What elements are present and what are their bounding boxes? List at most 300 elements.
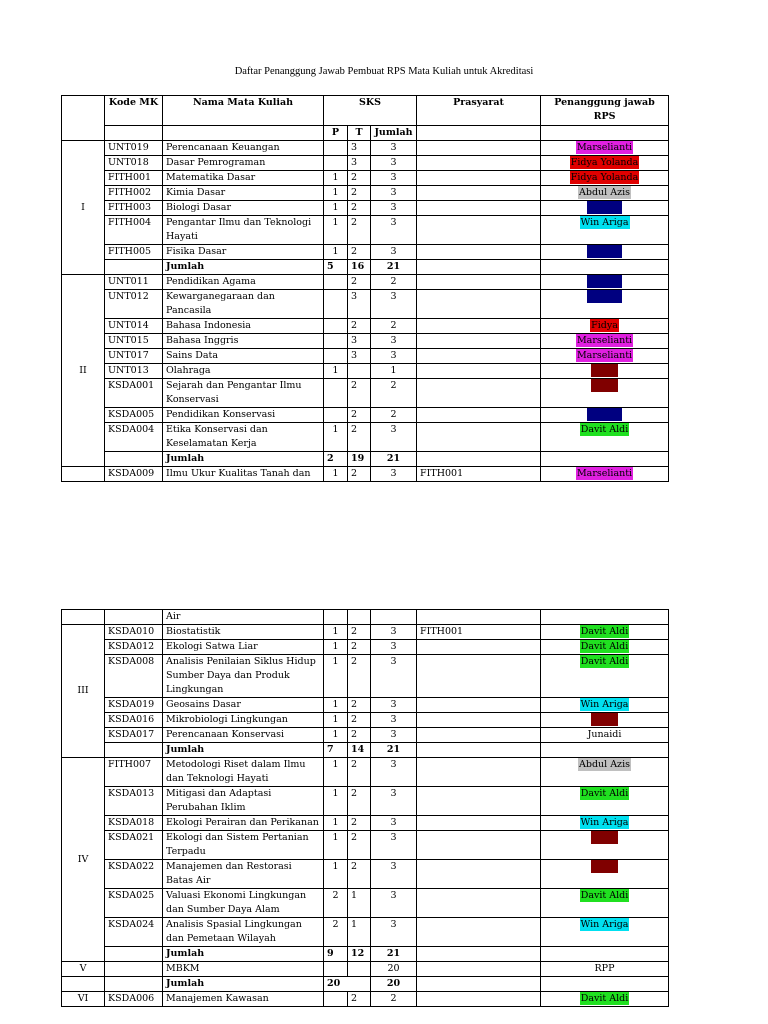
nama-mk-cell: Analisis Spasial Lingkungan dan Pemetaan Wilayah [163, 918, 324, 947]
prasyarat-cell [417, 713, 541, 728]
empty-cell [105, 977, 163, 992]
jumlah-row [62, 260, 669, 275]
prasyarat-cell [417, 186, 541, 201]
penanggung-jawab-name: Davit Aldi [580, 890, 629, 901]
sks-p-cell [324, 334, 348, 349]
empty-cell [62, 977, 105, 992]
sks-jumlah-cell: 3 [371, 625, 417, 640]
table-row [62, 201, 669, 216]
prasyarat-cell [417, 423, 541, 452]
table-row [62, 640, 669, 655]
jumlah-p: 20 [324, 977, 371, 992]
empty-cell [417, 260, 541, 275]
nama-mk-cell: Biostatistik [163, 625, 324, 640]
empty-cell [371, 610, 417, 625]
kode-mk-cell: FITH007 [105, 758, 163, 787]
sks-jumlah-cell: 3 [371, 171, 417, 186]
sks-p-cell [324, 275, 348, 290]
table-row [62, 319, 669, 334]
empty-cell [541, 977, 669, 992]
penanggung-jawab-name: Marselianti [576, 350, 633, 361]
table-row [62, 610, 669, 625]
sks-jumlah-cell: 2 [371, 275, 417, 290]
jumlah-t: 16 [348, 260, 371, 275]
sks-p-cell [324, 141, 348, 156]
table-row [62, 245, 669, 260]
sks-p-cell: 1 [324, 467, 348, 482]
sks-t-cell: 3 [348, 156, 371, 171]
nama-mk-cell: Air [163, 610, 324, 625]
kode-mk-cell: KSDA006 [105, 992, 163, 1007]
sks-t-cell: 2 [348, 787, 371, 816]
penanggung-jawab-name: Davit Aldi [580, 626, 629, 637]
penanggung-jawab-name: Galih [591, 380, 618, 391]
sks-t-cell: 2 [348, 423, 371, 452]
sks-t-cell: 2 [348, 758, 371, 787]
sks-jumlah-cell: 2 [371, 408, 417, 423]
jumlah-t: 12 [348, 947, 371, 962]
nama-mk-cell: Perencanaan Konservasi [163, 728, 324, 743]
sks-jumlah-cell: 3 [371, 831, 417, 860]
penanggung-jawab-name: Galih [591, 861, 618, 872]
jumlah-t: 19 [348, 452, 371, 467]
prasyarat-cell [417, 889, 541, 918]
table-row [62, 655, 669, 698]
jumlah-p: 2 [324, 452, 348, 467]
penanggung-jawab-cell [541, 319, 669, 334]
empty-cell [417, 947, 541, 962]
table-row [62, 992, 669, 1007]
sks-jumlah-cell: 3 [371, 156, 417, 171]
prasyarat-cell [417, 758, 541, 787]
penanggung-jawab-name: Marselianti [576, 142, 633, 153]
penanggung-jawab-name: Galih [591, 714, 618, 725]
prasyarat-cell [417, 156, 541, 171]
nama-mk-cell: Manajemen Kawasan [163, 992, 324, 1007]
jumlah-row [62, 743, 669, 758]
sks-p-cell: 1 [324, 625, 348, 640]
sks-t-cell: 2 [348, 186, 371, 201]
empty-cell [105, 260, 163, 275]
sks-t-cell: 2 [348, 655, 371, 698]
nama-mk-cell: Mitigasi dan Adaptasi Perubahan Iklim [163, 787, 324, 816]
semester-label: VI [62, 992, 105, 1007]
prasyarat-cell: FITH001 [417, 467, 541, 482]
sks-t-cell: 2 [348, 216, 371, 245]
kode-mk-cell: FITH001 [105, 171, 163, 186]
nama-mk-cell: Matematika Dasar [163, 171, 324, 186]
nama-mk-cell: Sejarah dan Pengantar Ilmu Konservasi [163, 379, 324, 408]
empty-cell [105, 947, 163, 962]
sks-t-cell: 2 [348, 698, 371, 713]
nama-mk-cell: Biologi Dasar [163, 201, 324, 216]
penanggung-jawab-cell [541, 467, 669, 482]
prasyarat-cell [417, 787, 541, 816]
prasyarat-cell [417, 655, 541, 698]
penanggung-jawab-cell [541, 423, 669, 452]
sks-jumlah-cell: 3 [371, 186, 417, 201]
table-row [62, 467, 669, 482]
nama-mk-cell: Dasar Pemrograman [163, 156, 324, 171]
nama-mk-cell: Analisis Penilaian Siklus Hidup Sumber Daya dan Produk Lingkungan [163, 655, 324, 698]
sks-jumlah-cell: 3 [371, 423, 417, 452]
jumlah-p: 5 [324, 260, 348, 275]
penanggung-jawab-name: Marselianti [576, 468, 633, 479]
nama-mk-cell: Olahraga [163, 364, 324, 379]
nama-mk-cell: Ekologi dan Sistem Pertanian Terpadu [163, 831, 324, 860]
prasyarat-cell [417, 171, 541, 186]
sks-p-cell [324, 992, 348, 1007]
penanggung-jawab-name: Davit Aldi [580, 656, 629, 667]
nama-mk-cell: Metodologi Riset dalam Ilmu dan Teknologi Hayati [163, 758, 324, 787]
kode-mk-cell: KSDA016 [105, 713, 163, 728]
sks-jumlah-cell: 3 [371, 889, 417, 918]
semester-label: I [62, 141, 105, 275]
semester-header [62, 96, 105, 141]
sks-jumlah-cell: 20 [371, 962, 417, 977]
jumlah-label: Jumlah [163, 260, 324, 275]
nama-mk-cell: Valuasi Ekonomi Lingkungan dan Sumber Daya Alam [163, 889, 324, 918]
semester-label: III [62, 625, 105, 758]
prasyarat-cell [417, 290, 541, 319]
sks-jumlah-cell: 2 [371, 319, 417, 334]
penanggung-jawab-name: Jasmin [588, 276, 621, 287]
penanggung-jawab-cell [541, 831, 669, 860]
penanggung-jawab-name: Win Ariga [580, 217, 629, 228]
nama-mk-cell: Bahasa Inggris [163, 334, 324, 349]
penanggung-jawab-cell [541, 640, 669, 655]
kode-mk-header: Kode MK [105, 96, 163, 126]
penanggung-jawab-cell [541, 216, 669, 245]
nama-mk-header: Nama Mata Kuliah [163, 96, 324, 126]
sks-t-cell: 2 [348, 728, 371, 743]
kode-mk-cell: KSDA013 [105, 787, 163, 816]
sks-jumlah-cell: 1 [371, 364, 417, 379]
kode-mk-cell: KSDA010 [105, 625, 163, 640]
penanggung-jawab-name: Galih [591, 365, 618, 376]
penanggung-jawab-name: Win Ariga [580, 817, 629, 828]
prasyarat-cell [417, 698, 541, 713]
table-row [62, 831, 669, 860]
penanggung-jawab-cell [541, 379, 669, 408]
penanggung-jawab-cell [541, 860, 669, 889]
sks-header: SKS [324, 96, 417, 126]
penanggung-jawab-cell [541, 364, 669, 379]
kode-mk-cell: KSDA024 [105, 918, 163, 947]
penanggung-jawab-cell [541, 186, 669, 201]
penanggung-jawab-header: Penanggung jawab RPS [541, 96, 669, 126]
penanggung-jawab-cell [541, 713, 669, 728]
penanggung-jawab-name: Jasmin [588, 291, 621, 302]
sks-p-cell: 1 [324, 201, 348, 216]
penanggung-jawab-cell [541, 889, 669, 918]
sks-t-cell [348, 364, 371, 379]
penanggung-jawab-cell [541, 787, 669, 816]
nama-mk-cell: Kewarganegaraan dan Pancasila [163, 290, 324, 319]
sks-t-cell: 3 [348, 334, 371, 349]
table-row [62, 918, 669, 947]
kode-mk-cell: UNT015 [105, 334, 163, 349]
sks-p-cell: 1 [324, 713, 348, 728]
penanggung-jawab-cell [541, 141, 669, 156]
sks-p-cell [324, 156, 348, 171]
penanggung-jawab-cell [541, 758, 669, 787]
prasyarat-header: Prasyarat [417, 96, 541, 126]
sks-t-cell: 2 [348, 171, 371, 186]
table-row [62, 364, 669, 379]
sks-t-cell: 2 [348, 640, 371, 655]
penanggung-jawab-name: Jasmin [588, 409, 621, 420]
kode-mk-cell: UNT018 [105, 156, 163, 171]
sks-p-cell [324, 962, 348, 977]
sks-p-cell [324, 319, 348, 334]
nama-mk-cell: Mikrobiologi Lingkungan [163, 713, 324, 728]
empty-cell [105, 743, 163, 758]
sks-p-cell [324, 290, 348, 319]
sks-t-cell: 2 [348, 319, 371, 334]
rps-table-page-1 [61, 95, 669, 482]
table-row [62, 379, 669, 408]
penanggung-jawab-cell [541, 625, 669, 640]
penanggung-jawab-cell [541, 408, 669, 423]
sks-jumlah-cell: 3 [371, 713, 417, 728]
penanggung-jawab-cell [541, 918, 669, 947]
penanggung-jawab-cell [541, 962, 669, 977]
prasyarat-cell [417, 992, 541, 1007]
semester-label [62, 467, 105, 482]
penanggung-jawab-name: Fidya Yolanda [570, 157, 639, 168]
kode-mk-cell: KSDA025 [105, 889, 163, 918]
table-row [62, 698, 669, 713]
sks-jumlah-cell: 3 [371, 918, 417, 947]
prasyarat-cell [417, 379, 541, 408]
jumlah-t: 14 [348, 743, 371, 758]
sks-jumlah-cell: 3 [371, 216, 417, 245]
sks-t-cell: 2 [348, 816, 371, 831]
sks-jumlah-cell: 3 [371, 640, 417, 655]
nama-mk-cell: Fisika Dasar [163, 245, 324, 260]
sks-t-header: T [348, 126, 371, 141]
sks-t-cell: 3 [348, 349, 371, 364]
penanggung-jawab-cell [541, 992, 669, 1007]
sks-p-cell: 1 [324, 698, 348, 713]
penanggung-jawab-name: Junaidi [587, 729, 622, 740]
sks-jumlah-cell: 3 [371, 334, 417, 349]
kode-mk-cell: UNT017 [105, 349, 163, 364]
sks-jumlah-cell: 3 [371, 860, 417, 889]
semester-label: II [62, 275, 105, 467]
sks-t-cell: 2 [348, 467, 371, 482]
prasyarat-cell [417, 408, 541, 423]
prasyarat-cell [417, 245, 541, 260]
sks-jumlah-cell: 3 [371, 787, 417, 816]
kode-mk-cell: UNT014 [105, 319, 163, 334]
empty-cell [417, 452, 541, 467]
sks-t-cell: 3 [348, 141, 371, 156]
kode-mk-cell: KSDA012 [105, 640, 163, 655]
kode-mk-cell: FITH005 [105, 245, 163, 260]
prasyarat-cell: FITH001 [417, 625, 541, 640]
table-row [62, 625, 669, 640]
sks-jumlah-cell: 2 [371, 379, 417, 408]
sks-t-cell: 2 [348, 860, 371, 889]
sks-jumlah-cell: 3 [371, 349, 417, 364]
penanggung-jawab-cell [541, 655, 669, 698]
penanggung-jawab-name: Win Ariga [580, 919, 629, 930]
kode-mk-cell: FITH002 [105, 186, 163, 201]
kode-mk-cell: KSDA004 [105, 423, 163, 452]
empty-cell [541, 743, 669, 758]
sks-p-cell: 1 [324, 364, 348, 379]
nama-mk-cell: Sains Data [163, 349, 324, 364]
nama-mk-cell: Manajemen dan Restorasi Batas Air [163, 860, 324, 889]
kode-mk-cell [105, 610, 163, 625]
sks-p-cell: 1 [324, 423, 348, 452]
penanggung-jawab-name: Marselianti [576, 335, 633, 346]
prasyarat-cell [417, 364, 541, 379]
table-row [62, 290, 669, 319]
sks-p-cell: 2 [324, 889, 348, 918]
penanggung-jawab-cell [541, 334, 669, 349]
nama-mk-cell: Ekologi Satwa Liar [163, 640, 324, 655]
empty-cell [417, 977, 541, 992]
prasyarat-cell [417, 201, 541, 216]
prasyarat-cell [417, 860, 541, 889]
sks-jumlah-cell: 3 [371, 467, 417, 482]
sks-jumlah-cell: 3 [371, 758, 417, 787]
penanggung-jawab-name: Davit Aldi [580, 788, 629, 799]
sks-t-cell [348, 962, 371, 977]
sks-p-cell: 1 [324, 816, 348, 831]
sks-t-cell: 2 [348, 245, 371, 260]
sks-p-cell: 1 [324, 216, 348, 245]
rps-table-page-2 [61, 609, 669, 1007]
table-row [62, 889, 669, 918]
sks-p-cell [324, 408, 348, 423]
semester-label: V [62, 962, 105, 977]
kode-mk-cell: KSDA021 [105, 831, 163, 860]
sks-t-cell: 3 [348, 290, 371, 319]
jumlah-total: 20 [371, 977, 417, 992]
sks-p-cell: 1 [324, 655, 348, 698]
kode-mk-cell: UNT019 [105, 141, 163, 156]
table-row [62, 141, 669, 156]
sks-jumlah-cell: 3 [371, 245, 417, 260]
nama-mk-cell: Bahasa Indonesia [163, 319, 324, 334]
table-row [62, 860, 669, 889]
jumlah-total: 21 [371, 743, 417, 758]
penanggung-jawab-cell [541, 816, 669, 831]
table-row [62, 713, 669, 728]
sks-jumlah-cell: 3 [371, 201, 417, 216]
sks-t-cell: 2 [348, 831, 371, 860]
sks-t-cell: 2 [348, 625, 371, 640]
jumlah-p: 7 [324, 743, 348, 758]
jumlah-row [62, 452, 669, 467]
table-row [62, 423, 669, 452]
jumlah-total: 21 [371, 947, 417, 962]
penanggung-jawab-name: Davit Aldi [580, 424, 629, 435]
empty-cell [417, 610, 541, 625]
kode-mk-cell: KSDA018 [105, 816, 163, 831]
table-row [62, 275, 669, 290]
table-row [62, 962, 669, 977]
nama-mk-cell: Perencanaan Keuangan [163, 141, 324, 156]
jumlah-label: Jumlah [163, 452, 324, 467]
prasyarat-cell [417, 319, 541, 334]
sks-p-header: P [324, 126, 348, 141]
penanggung-jawab-name: Abdul Azis [579, 187, 630, 198]
sks-p-cell: 1 [324, 860, 348, 889]
nama-mk-cell: MBKM [163, 962, 324, 977]
table-row [62, 349, 669, 364]
sks-jumlah-cell: 3 [371, 816, 417, 831]
sks-p-cell: 1 [324, 728, 348, 743]
empty-cell [541, 947, 669, 962]
prasyarat-cell [417, 216, 541, 245]
penanggung-jawab-name: Davit Aldi [580, 993, 629, 1004]
semester-label: IV [62, 758, 105, 962]
jumlah-label: Jumlah [163, 743, 324, 758]
sks-t-cell: 2 [348, 408, 371, 423]
empty-cell [541, 610, 669, 625]
penanggung-jawab-cell [541, 156, 669, 171]
jumlah-row [62, 977, 669, 992]
prasyarat-cell [417, 831, 541, 860]
empty-cell [541, 260, 669, 275]
nama-mk-cell: Etika Konservasi dan Keselamatan Kerja [163, 423, 324, 452]
sks-jumlah-cell: 3 [371, 655, 417, 698]
sks-p-cell: 1 [324, 787, 348, 816]
prasyarat-cell [417, 349, 541, 364]
nama-mk-cell: Pengantar Ilmu dan Teknologi Hayati [163, 216, 324, 245]
table-row [62, 216, 669, 245]
empty-cell [324, 610, 348, 625]
penanggung-jawab-cell [541, 698, 669, 713]
sks-t-cell: 2 [348, 992, 371, 1007]
penanggung-jawab-name: Jasmin [588, 202, 621, 213]
prasyarat-cell [417, 816, 541, 831]
nama-mk-cell: Ilmu Ukur Kualitas Tanah dan [163, 467, 324, 482]
prasyarat-cell [417, 334, 541, 349]
penanggung-jawab-cell [541, 349, 669, 364]
empty-cell [348, 610, 371, 625]
kode-mk-cell: KSDA017 [105, 728, 163, 743]
kode-mk-cell: KSDA009 [105, 467, 163, 482]
nama-mk-cell: Pendidikan Agama [163, 275, 324, 290]
table-row [62, 816, 669, 831]
sks-t-cell: 1 [348, 889, 371, 918]
table-row [62, 728, 669, 743]
kode-mk-cell: KSDA001 [105, 379, 163, 408]
sks-jumlah-cell: 2 [371, 992, 417, 1007]
jumlah-total: 21 [371, 260, 417, 275]
table-row [62, 171, 669, 186]
sks-jumlah-cell: 3 [371, 698, 417, 713]
sks-p-cell: 1 [324, 831, 348, 860]
penanggung-jawab-cell [541, 245, 669, 260]
sks-jumlah-header: Jumlah [371, 126, 417, 141]
sks-p-cell: 2 [324, 918, 348, 947]
sks-p-cell [324, 379, 348, 408]
prasyarat-cell [417, 141, 541, 156]
sks-t-cell: 2 [348, 201, 371, 216]
table-row [62, 408, 669, 423]
penanggung-jawab-cell [541, 201, 669, 216]
sks-p-cell: 1 [324, 640, 348, 655]
jumlah-p: 9 [324, 947, 348, 962]
prasyarat-cell [417, 275, 541, 290]
